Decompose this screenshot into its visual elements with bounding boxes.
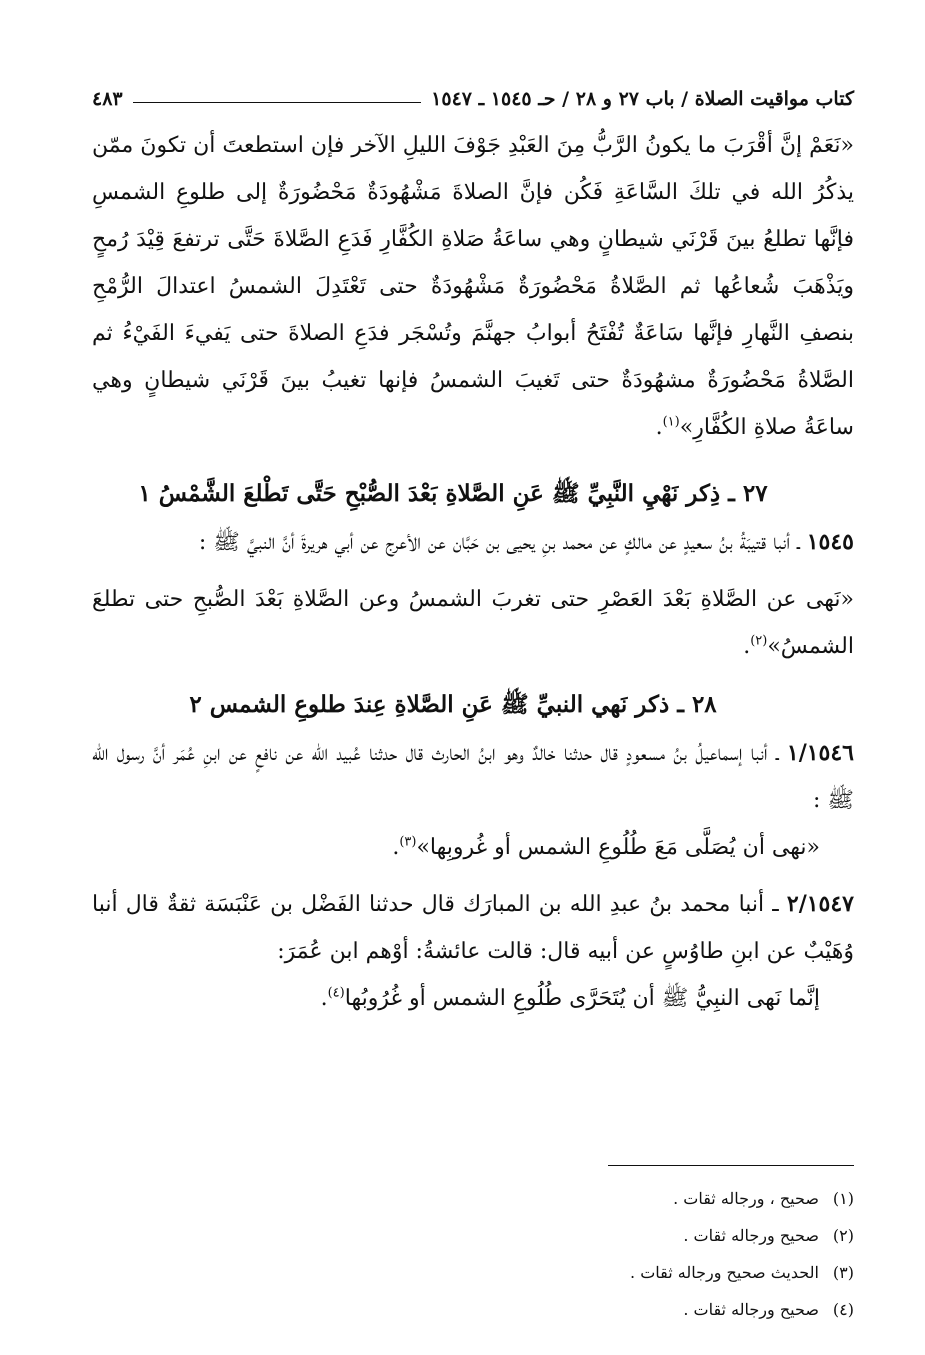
footnote-ref-4: (٤) (327, 985, 345, 1001)
period: . (392, 835, 400, 860)
footnote-text: صحيح ورجاله ثقات . (683, 1300, 819, 1319)
chapter-heading-28: ٢٨ ـ ذكر نَهي النبيِّ ﷺ عَنِ الصَّلاةِ عِندَ طلوعِ الشمس ٢ (189, 691, 717, 718)
spacer (92, 451, 854, 469)
hadith-1547-matn-text: إنَّما نَهى النبِيُّ ﷺ أن يُتَحَرَّى طُلُوعِ الشمس أو غُرُوبُها (344, 986, 820, 1011)
hadith-1547-isnad-text: ـ أنبا محمد بنُ عبدِ الله بن المبارَك قال حدثنا الفَضْل بن عَنْبَسَة ثقةٌ قال أنبا وُهَيْبٌ عن ابنِ طاوُسٍ عن أبيه قال: قالت عائشةُ: أوْهم ابن عُمَرَ: (92, 892, 854, 964)
spacer (92, 871, 854, 881)
footnote-1 (200, 1180, 854, 1217)
footnote-text: الحديث صحيح ورجاله ثقات . (630, 1263, 819, 1282)
hadith-1545-isnad-text: ـ أنبا قتيبَةُ بنُ سعيدٍ عن مالكٍ عن محمد بنِ يحيى بن حَبَّان عن الأعرج عن أبي هريرةَ أنَّ النبيَّ ﷺ : (198, 530, 800, 555)
footnote-number: (٤) (832, 1300, 854, 1319)
period: . (743, 634, 751, 659)
chapter-heading-27: ٢٧ ـ ذِكر نَهْيِ النَّبِيِّ ﷺ عَنِ الصَّلاةِ بَعْدَ الصُّبْحِ حَتَّى تَطْلعَ الشَّمْسُ ١ (138, 480, 768, 507)
hadith-1547-isnad (92, 881, 854, 975)
footnote-text: صحيح ورجاله ثقات . (683, 1226, 819, 1245)
period: . (655, 415, 663, 440)
footnote-ref-2: (٢) (750, 633, 768, 649)
hadith-continuation-text: «نَعَمْ إنَّ أقْرَبَ ما يكونُ الرَّبُّ مِنَ العَبْدِ جَوْفَ الليلِ الآخر فإن استطعتَ أن تكونَ ممّن يذكُرُ الله في تلكَ السَّاعَةِ فَكُن فإنَّ الصلاةَ مَشْهُودَةٌ مَحْضُورَةٌ إلى طلوعِ الشمسِ فإنَّها تطلعُ بينَ قَرْنَي شيطانٍ وهي ساعَةُ صَلاةِ الكُفَّارِ فَدَعِ الصَّلاةَ حَتَّى ترتفعَ قِيْدَ رُمحٍ ويَذْهَبَ شُعاعُها ثم الصَّلاةُ مَحْضُورَةٌ مَشْهُودَةٌ حتى تَعْتَدِلَ الشمسُ اعتدالَ الرُّمْحِ بنصفِ النَّهارِ فإنَّها سَاعَةٌ تُفْتَحُ أبوابُ جهنَّمَ وتُسْجَر فدَعِ الصلاةَ حتى يَفيءَ الفَيْءُ ثم الصَّلاةُ مَحْضُورَةٌ مشهُودَةٌ حتى تَغيبَ الشمسُ فإنها تغيبُ بينَ قَرْنَي شيطانٍ وهي ساعَةُ صلاةِ الكُفَّارِ» (92, 133, 855, 440)
footnote-ref-1: (١) (662, 414, 680, 430)
footnote-number: (١) (832, 1189, 854, 1208)
spacer (92, 670, 854, 680)
period: . (320, 986, 328, 1011)
hadith-1547-matn (92, 975, 854, 1022)
footnote-2 (200, 1217, 854, 1254)
footnote-4 (200, 1291, 854, 1328)
hadith-number-1545: ١٥٤٥ (806, 529, 854, 555)
spacer (92, 566, 854, 576)
page-number: ٤٨٣ (92, 88, 123, 110)
running-header (92, 80, 854, 110)
hadith-1546-isnad (92, 730, 854, 824)
hadith-1545-matn (92, 576, 854, 670)
footnote-text: صحيح ، ورجاله ثقات . (673, 1189, 819, 1208)
main-text (92, 122, 854, 1022)
footnote-number: (٣) (832, 1263, 854, 1282)
footnote-number: (٢) (832, 1226, 854, 1245)
footnote-ref-3: (٣) (399, 834, 417, 850)
hadith-1545-isnad (92, 519, 854, 566)
footnote-separator (608, 1165, 854, 1166)
running-header-title: كتاب مواقيت الصلاة / باب ٢٧ و ٢٨ / حـ ١٥٤٥ ـ ١٥٤٧ (431, 88, 854, 110)
hadith-1546-isnad-text: ـ أنبا إسماعيلُ بنُ مسعودٍ قال حدثنا خالدٌ وهو ابنُ الحارث قال حدثنا عُبيد الله عن نافعٍ عن ابنِ عُمَر أنَّ رسول الله ﷺ : (92, 741, 854, 813)
hadith-1545-matn-text: «نَهى عن الصَّلاةِ بَعْدَ العَصْرِ حتى تغربَ الشمسُ وعن الصَّلاةِ بَعْدَ الصُّبحِ حتى تطلعَ الشمسُ» (92, 587, 854, 659)
header-rule (133, 102, 422, 103)
hadith-1546-matn-text: «نهى أن يُصَلَّى مَعَ طُلُوعِ الشمس أو غُروبِها» (416, 835, 820, 860)
footnote-3 (200, 1254, 854, 1291)
footnotes (200, 1180, 854, 1328)
hadith-continuation (92, 122, 854, 451)
hadith-1546-matn (92, 824, 854, 871)
hadith-number-1546: ١/١٥٤٦ (786, 740, 854, 766)
hadith-number-1547: ٢/١٥٤٧ (786, 891, 854, 917)
